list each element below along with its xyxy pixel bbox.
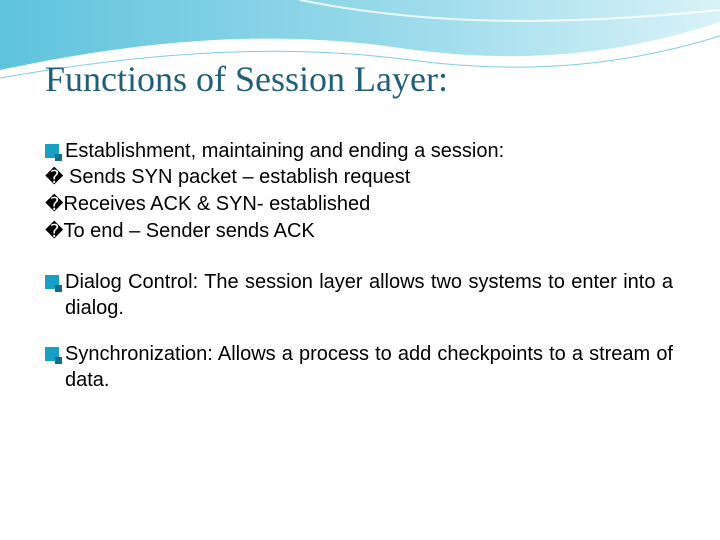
bullet-establishment [45, 138, 673, 164]
replacement-glyph-icon: � [45, 194, 64, 215]
bullet-text: Synchronization: Allows a process to add checkpoints to a stream of data. [65, 343, 673, 391]
slide-title: Functions of Session Layer: [45, 59, 448, 99]
subitem-end [45, 218, 673, 245]
square-bullet-icon [45, 347, 59, 361]
bullet-dialog-control [45, 269, 673, 321]
subitem-ack [45, 191, 673, 218]
subitem-text: Receives ACK & SYN- established [63, 193, 371, 215]
replacement-glyph-icon: � [45, 167, 64, 188]
bullet-synchronization [45, 341, 673, 393]
square-bullet-icon [45, 275, 59, 289]
bullet-text: Establishment, maintaining and ending a session: [65, 140, 505, 162]
subitem-text: To end – Sender sends ACK [63, 220, 315, 242]
replacement-glyph-icon: � [45, 221, 64, 242]
square-bullet-icon [45, 144, 59, 158]
subitem-text: Sends SYN packet – establish request [63, 166, 411, 188]
bullet-text: Dialog Control: The session layer allows two systems to enter into a dialog. [65, 271, 673, 319]
subitem-syn [45, 164, 673, 191]
slide-body [45, 138, 673, 393]
